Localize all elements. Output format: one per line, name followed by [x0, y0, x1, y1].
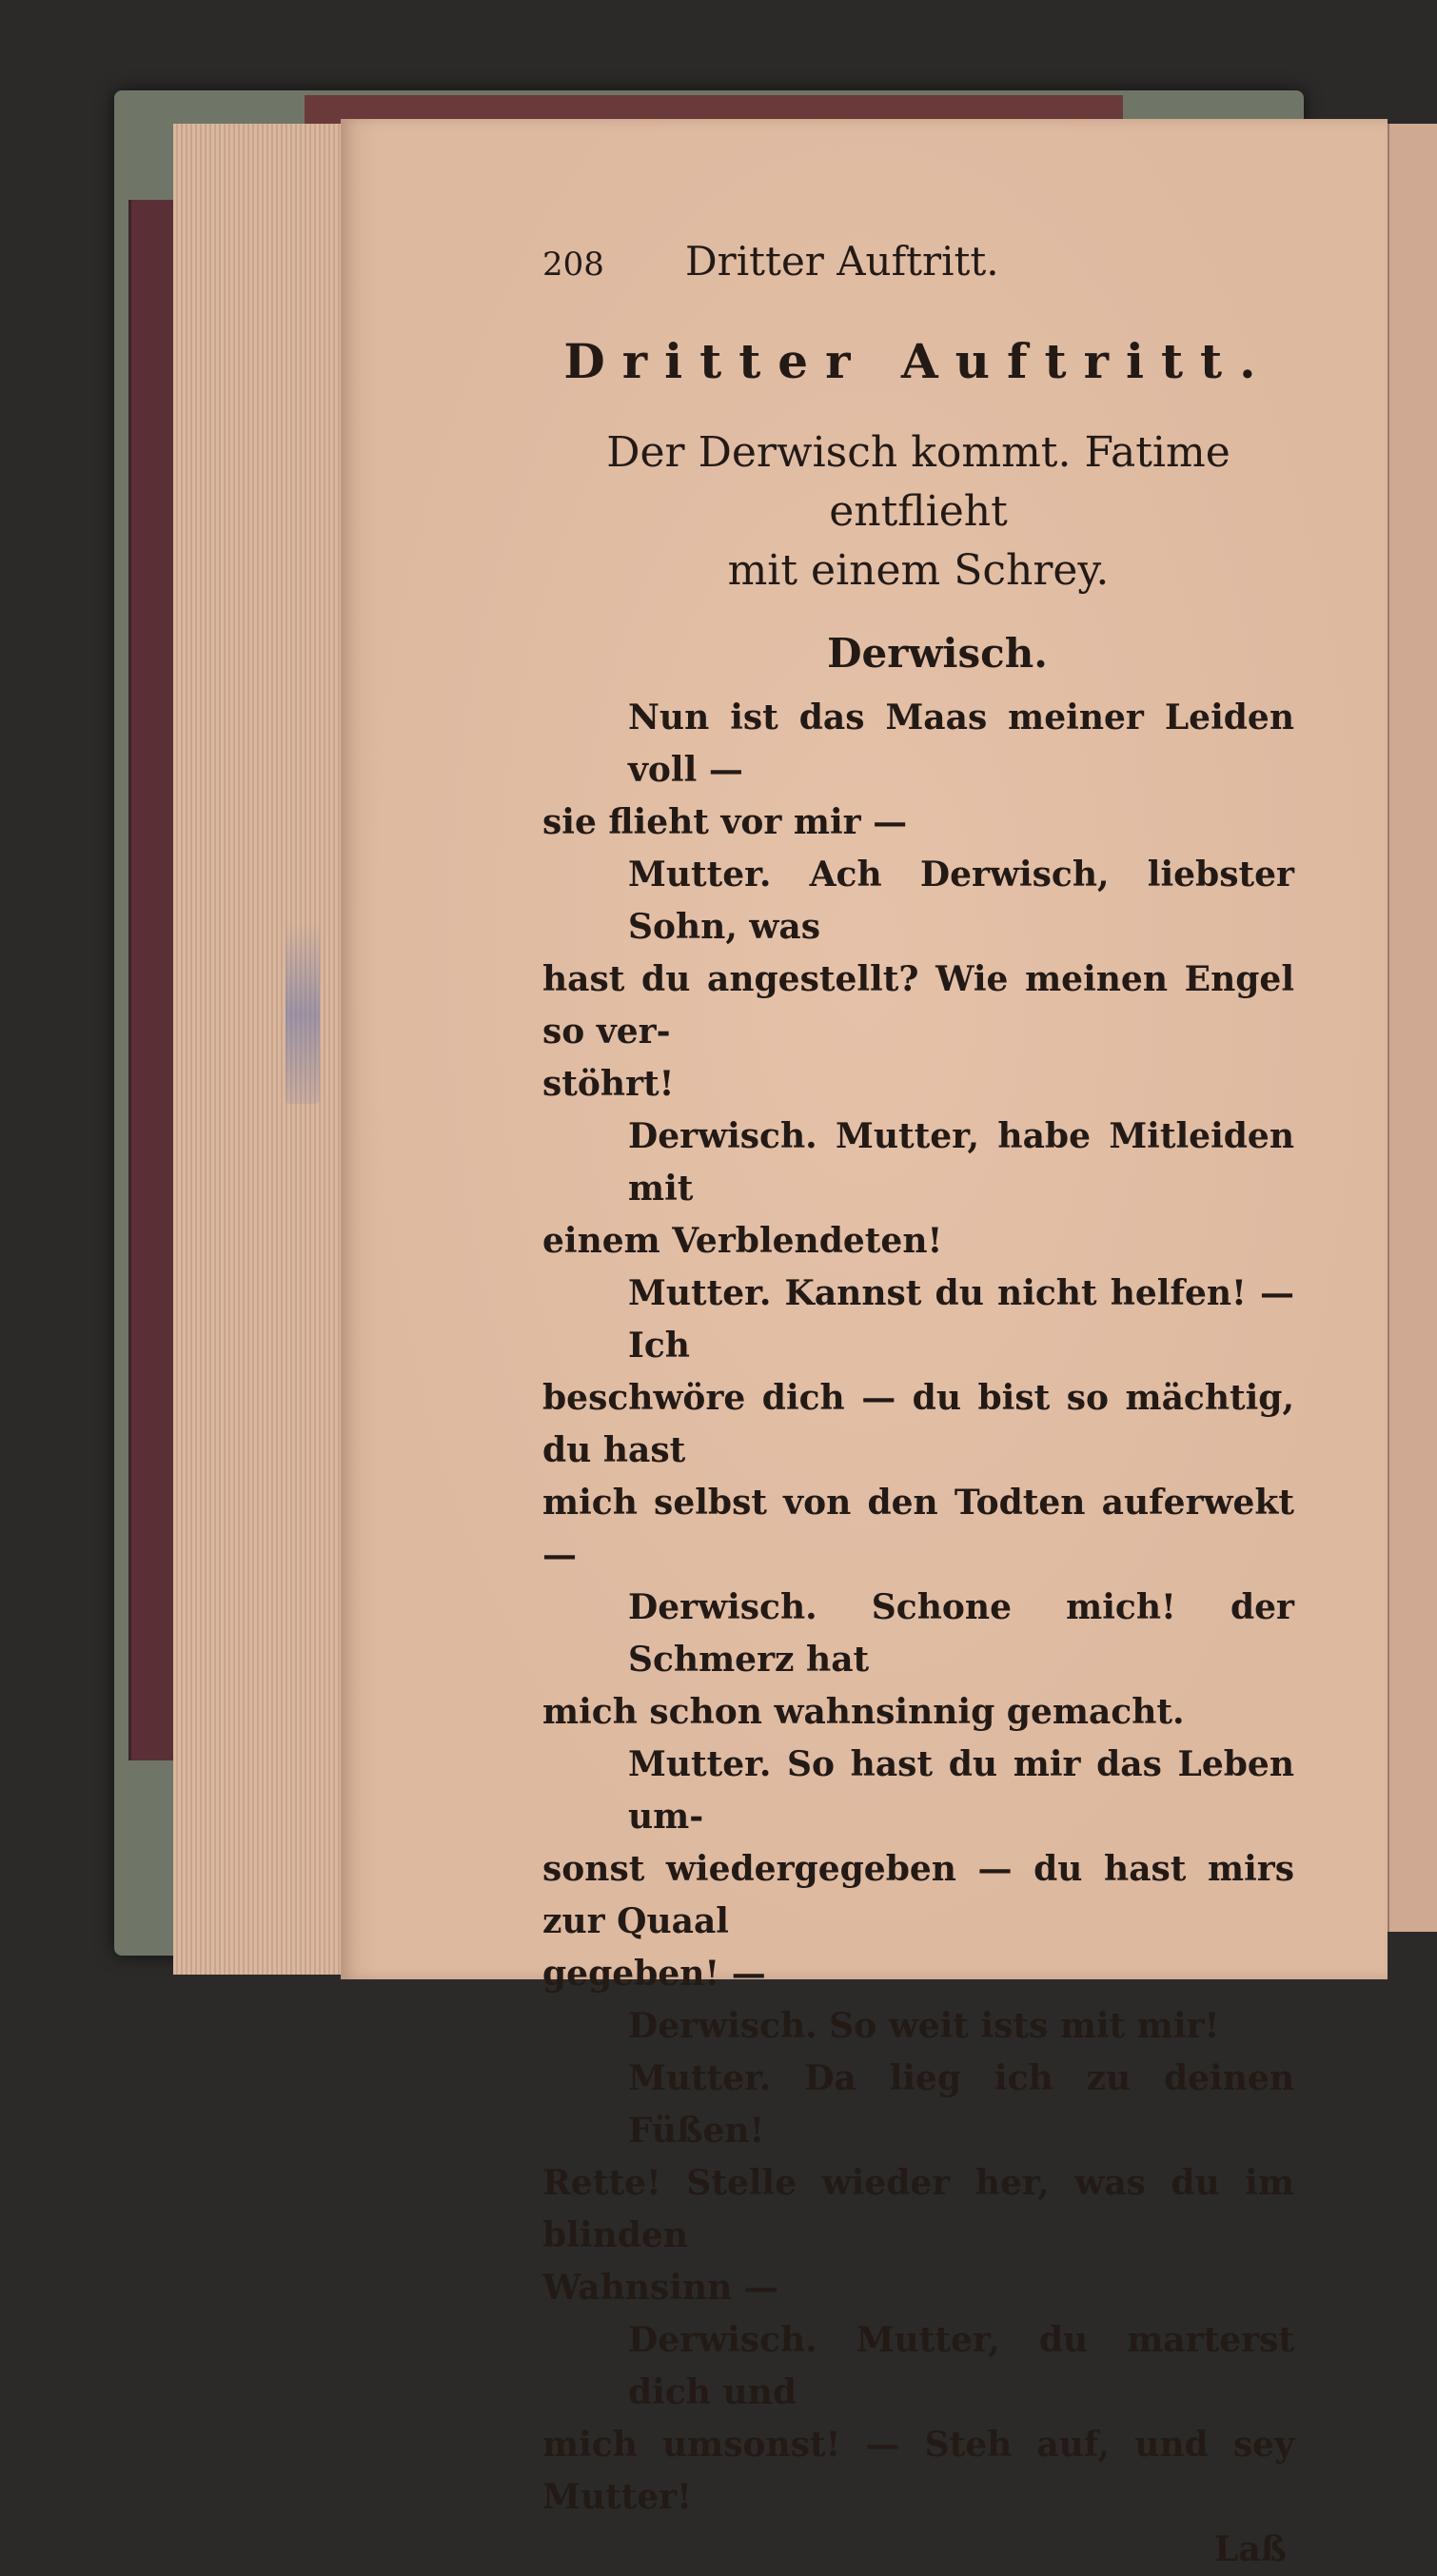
text-line: Derwisch. Schone mich! der Schmerz hat	[628, 1587, 1294, 1680]
text-line: Derwisch. So weit ists mit mir!	[628, 2006, 1220, 2046]
dialogue-paragraph	[542, 2314, 1294, 2524]
catchword: Laß	[1214, 2529, 1287, 2569]
text-line: Rette! Stelle wieder her, was du im blinden	[542, 2163, 1294, 2255]
text-line: Mutter. So hast du mir das Leben um-	[628, 1744, 1294, 1837]
page-header	[542, 238, 1294, 324]
page-text	[542, 238, 1294, 2576]
dialogue-paragraph	[542, 1582, 1294, 1739]
dialogue-paragraph	[542, 2053, 1294, 2314]
text-line: mich umsonst! — Steh auf, und sey Mutter!	[542, 2425, 1294, 2517]
dialogue-paragraph	[542, 2000, 1294, 2053]
text-line: Mutter. Ach Derwisch, liebster Sohn, was	[628, 855, 1294, 947]
stage-direction-line: mit einem Schrey.	[727, 546, 1110, 595]
speaker-heading: Derwisch.	[827, 630, 1048, 677]
running-head: Dritter Auftritt.	[685, 238, 999, 285]
text-line: stöhrt!	[542, 1064, 675, 1104]
stage-direction-line: Der Derwisch kommt. Fatime entflieht	[606, 428, 1230, 536]
dialogue-block	[542, 692, 1294, 2524]
dialogue-paragraph	[542, 1739, 1294, 2000]
dialogue-paragraph	[542, 1268, 1294, 1582]
dialogue-paragraph	[542, 692, 1294, 849]
text-line: mich selbst von den Todten auferwekt —	[542, 1483, 1294, 1575]
dialogue-paragraph	[542, 1111, 1294, 1268]
text-line: Nun ist das Maas meiner Leiden voll —	[628, 698, 1294, 790]
scene-title: Dritter Auftritt.	[563, 333, 1273, 389]
facing-page-edge	[1388, 124, 1437, 1932]
text-line: gegeben! —	[542, 1954, 766, 1994]
stage-direction	[542, 423, 1294, 600]
text-line: Mutter. Kannst du nicht helfen! — Ich	[628, 1273, 1294, 1366]
text-line: sonst wiedergegeben — du hast mirs zur Quaal	[542, 1849, 1294, 1941]
text-line: beschwöre dich — du bist so mächtig, du hast	[542, 1378, 1294, 1470]
text-line: Mutter. Da lieg ich zu deinen Füßen!	[628, 2058, 1294, 2151]
text-line: hast du angestellt? Wie meinen Engel so ver-	[542, 959, 1294, 1052]
dialogue-paragraph	[542, 849, 1294, 1111]
text-line: Derwisch. Mutter, du marterst dich und	[628, 2320, 1294, 2412]
book-spine	[128, 200, 178, 1760]
page-number: 208	[542, 246, 604, 284]
text-line: Wahnsinn —	[542, 2268, 778, 2308]
text-line: mich schon wahnsinnig gemacht.	[542, 1692, 1185, 1732]
library-stamp	[285, 923, 320, 1104]
text-line: einem Verblendeten!	[542, 1221, 943, 1261]
text-line: sie flieht vor mir —	[542, 802, 908, 842]
text-line: Derwisch. Mutter, habe Mitleiden mit	[628, 1116, 1294, 1209]
